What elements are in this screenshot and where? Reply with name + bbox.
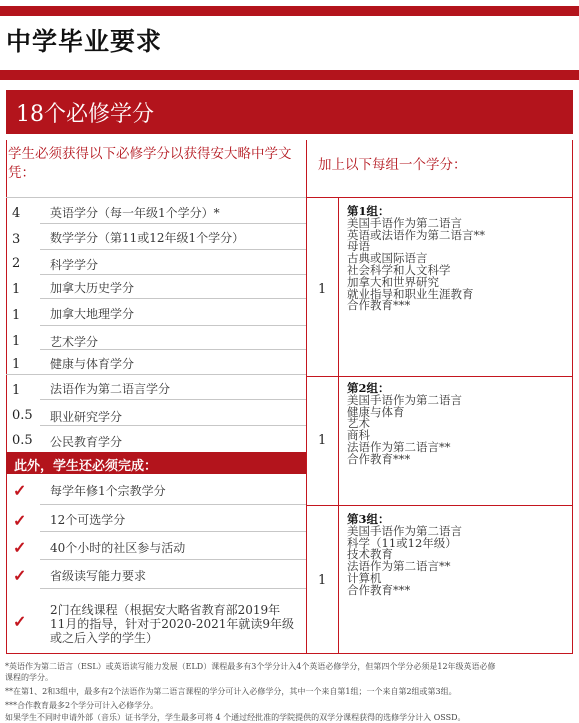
requirement-label: 每学年修1个宗教学分 (50, 484, 166, 498)
group-divider-2 (306, 505, 573, 506)
requirement-line: 11月的指导，针对于2020-2021年就读9年级 (50, 617, 295, 631)
credit-count: 2 (12, 256, 21, 271)
row-separator (40, 325, 306, 326)
credit-count: 1 (12, 282, 21, 297)
group-item: 计算机 (347, 570, 382, 585)
subject-label: 法语作为第二语言学分 (50, 382, 171, 396)
section-title: 18个必修学分 (16, 102, 154, 127)
credit-count: 4 (12, 206, 21, 221)
group-item: 技术教育 (347, 547, 393, 562)
footnote: 如果学生不同时申请外部（音乐）证书学分，学生最多可将 4 个通过经批准的学院提供的双学分课程获得的选修学分计入 OSSD。 (5, 713, 466, 722)
group-item: 美国手语作为第二语言 (347, 523, 462, 538)
right-column-heading: 加上以下每组一个学分： (318, 157, 467, 173)
row-separator (40, 425, 306, 426)
row-separator (6, 197, 306, 198)
group-item: 健康与体育 (347, 404, 405, 419)
row-separator (40, 559, 306, 560)
column-divider (306, 140, 307, 653)
group-title: 第2组： (347, 381, 390, 395)
row-separator (40, 249, 306, 250)
group-item: 商科 (347, 428, 370, 443)
group-item: 社会科学和人文科学 (347, 262, 451, 277)
header-bottom-line-right (306, 197, 573, 198)
row-separator (40, 399, 306, 400)
group-item: 古典或国际语言 (347, 251, 428, 266)
footnote: *英语作为第二语言（ESL）或英语读写能力发展（ELD）课程最多有3个学分计入4个英语必修学分，但第四个学分必须是12年级英语必修 (5, 662, 496, 671)
group-3 (347, 514, 462, 597)
requirement-label: 12个可选学分 (50, 513, 126, 527)
requirement-line: 或之后入学的学生） (50, 631, 159, 645)
credit-count: 0.5 (12, 433, 33, 448)
group-item: 加拿大和世界研究 (347, 274, 439, 289)
additional-requirements-banner (6, 452, 306, 474)
group-credit-count: 1 (318, 282, 327, 297)
credit-count: 1 (12, 357, 21, 372)
group-credit-count: 1 (318, 573, 327, 588)
row-separator (40, 504, 306, 505)
group-credit-divider (338, 197, 339, 653)
requirement-line: 2门在线课程（根据安大略省教育部2019年 (50, 603, 281, 617)
group-item: 美国手语作为第二语言 (347, 215, 462, 230)
group-divider-1 (306, 376, 573, 377)
row-separator (40, 588, 306, 589)
row-separator (40, 223, 306, 224)
row-separator (40, 298, 306, 299)
group-item: 法语作为第二语言** (347, 559, 451, 574)
group-item: 合作教育*** (347, 298, 411, 313)
group-1 (347, 206, 485, 312)
table-left-border (6, 140, 7, 653)
group-item: 法语作为第二语言** (347, 439, 451, 454)
group-item: 艺术 (347, 416, 370, 431)
group-item: 英语或法语作为第二语言** (347, 227, 485, 242)
credit-count: 1 (12, 383, 21, 398)
checkmark-icon: ✓ (13, 538, 27, 557)
header-divider-stripe (0, 70, 579, 80)
requirement-label: 省级读写能力要求 (50, 569, 147, 583)
checkmark-icon: ✓ (13, 481, 27, 500)
subject-label: 艺术学分 (50, 335, 99, 349)
left-column-heading: 学生必须获得以下必修学分以获得安大略中学文凭： (8, 146, 292, 181)
table-bottom-line (6, 653, 573, 654)
subject-label: 加拿大地理学分 (50, 307, 135, 321)
credit-count: 3 (12, 232, 21, 247)
subject-label: 职业研究学分 (50, 410, 123, 424)
group-credit-count: 1 (318, 433, 327, 448)
group-item: 合作教育*** (347, 451, 411, 466)
subject-label: 加拿大历史学分 (50, 281, 135, 295)
group-item: 美国手语作为第二语言 (347, 392, 462, 407)
top-red-stripe (0, 6, 579, 16)
row-separator (40, 531, 306, 532)
row-separator (40, 274, 306, 275)
credit-count: 1 (12, 334, 21, 349)
group-item: 母语 (347, 239, 370, 254)
checkmark-icon: ✓ (13, 612, 27, 631)
additional-requirements-title: 此外，学生还必须完成： (14, 459, 158, 474)
group-title: 第1组： (347, 204, 390, 218)
group-2 (347, 383, 462, 466)
row-separator (6, 374, 306, 375)
checkmark-icon: ✓ (13, 566, 27, 585)
group-title: 第3组： (347, 512, 390, 526)
credit-count: 0.5 (12, 408, 33, 423)
checkmark-icon: ✓ (13, 511, 27, 530)
footnote: 课程的学分。 (5, 673, 53, 682)
subject-label: 健康与体育学分 (50, 357, 135, 371)
row-separator (40, 349, 306, 350)
credit-count: 1 (12, 308, 21, 323)
subject-label: 公民教育学分 (50, 435, 123, 449)
subject-label: 英语学分（每一年级1个学分）* (50, 206, 220, 220)
requirement-label: 40个小时的社区参与活动 (50, 541, 186, 555)
footnote: ***合作教育最多2个学分可计入必修学分。 (5, 701, 159, 710)
subject-label: 数学学分（第11或12年级1个学分） (50, 231, 245, 245)
group-item: 合作教育*** (347, 582, 411, 597)
table-right-border (572, 140, 573, 653)
subject-label: 科学学分 (50, 258, 99, 272)
page-title: 中学毕业要求 (6, 27, 163, 56)
section-banner (6, 90, 573, 134)
footnote: **在第1、2和3组中，最多有2个法语作为第二语言课程的学分可计入必修学分，其中一个来自第1组；一个来自第2组或第3组。 (5, 687, 457, 696)
group-item: 就业指导和职业生涯教育 (347, 286, 474, 301)
group-item: 科学（11或12年级） (347, 535, 457, 550)
